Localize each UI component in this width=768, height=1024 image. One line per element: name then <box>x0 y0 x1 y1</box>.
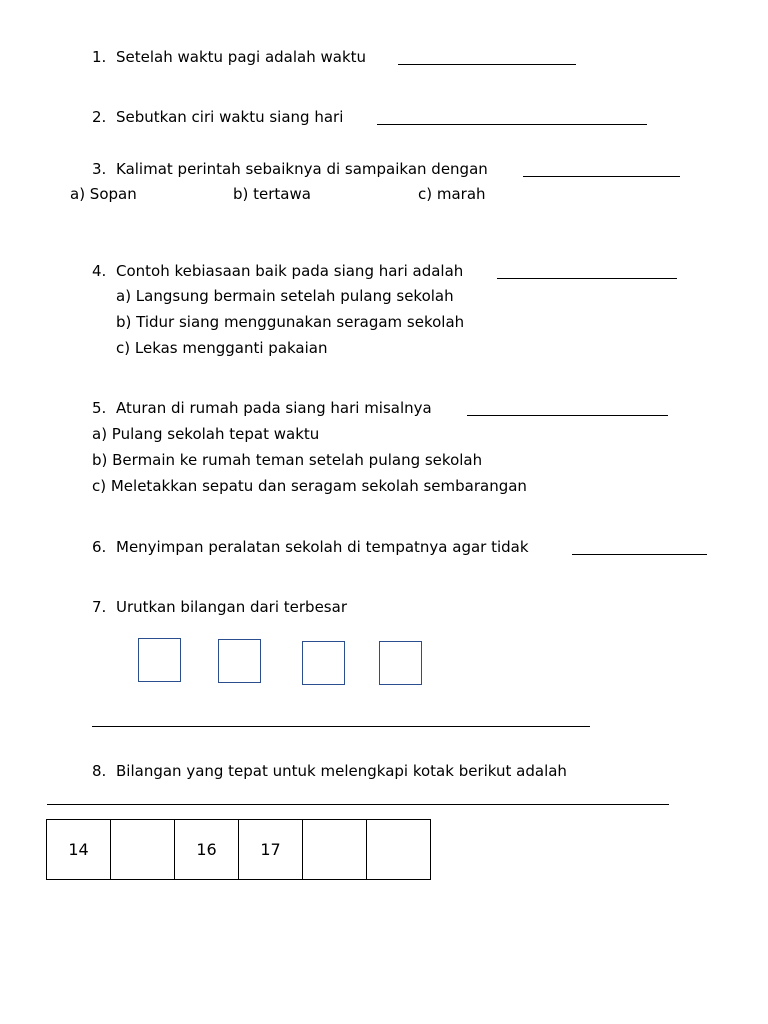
q8-number: 8. <box>92 762 107 780</box>
q7-number-box[interactable] <box>379 641 422 685</box>
q6-number: 6. <box>92 538 107 556</box>
q5-option-c[interactable]: c) Meletakkan sepatu dan seragam sekolah sembarangan <box>92 477 527 495</box>
q4-option-a[interactable]: a) Langsung bermain setelah pulang sekolah <box>116 287 454 305</box>
q5-option-b[interactable]: b) Bermain ke rumah teman setelah pulang sekolah <box>92 451 483 469</box>
q8-answer-blank[interactable] <box>47 804 669 805</box>
q5-answer-blank[interactable] <box>467 415 668 416</box>
q3-option-a[interactable]: a) Sopan <box>70 185 137 203</box>
q8-text: Bilangan yang tepat untuk melengkapi kotak berikut adalah <box>116 762 567 780</box>
q3-option-c[interactable]: c) marah <box>418 185 486 203</box>
q7-number-box[interactable] <box>302 641 345 685</box>
q4-option-c[interactable]: c) Lekas mengganti pakaian <box>116 339 328 357</box>
q4-answer-blank[interactable] <box>497 278 677 279</box>
q6-answer-blank[interactable] <box>572 554 707 555</box>
sequence-cell[interactable] <box>111 820 175 880</box>
q4-option-b[interactable]: b) Tidur siang menggunakan seragam sekolah <box>116 313 465 331</box>
q7-number-box[interactable] <box>138 638 181 682</box>
q5-option-a[interactable]: a) Pulang sekolah tepat waktu <box>92 425 320 443</box>
q2-number: 2. <box>92 108 107 126</box>
q3-text: Kalimat perintah sebaiknya di sampaikan dengan <box>116 160 488 178</box>
q6-text: Menyimpan peralatan sekolah di tempatnya agar tidak <box>116 538 529 556</box>
q7-answer-blank[interactable] <box>92 726 590 727</box>
sequence-cell[interactable] <box>303 820 367 880</box>
q7-number: 7. <box>92 598 107 616</box>
q1-text: Setelah waktu pagi adalah waktu <box>116 48 367 66</box>
sequence-cell: 14 <box>47 820 111 880</box>
q1-number: 1. <box>92 48 107 66</box>
q2-text: Sebutkan ciri waktu siang hari <box>116 108 344 126</box>
q7-text: Urutkan bilangan dari terbesar <box>116 598 347 616</box>
sequence-cell: 17 <box>239 820 303 880</box>
q1-answer-blank[interactable] <box>398 64 576 65</box>
q2-answer-blank[interactable] <box>377 124 647 125</box>
q4-text: Contoh kebiasaan baik pada siang hari adalah <box>116 262 464 280</box>
q3-number: 3. <box>92 160 107 178</box>
q5-number: 5. <box>92 399 107 417</box>
sequence-cell: 16 <box>175 820 239 880</box>
q5-text: Aturan di rumah pada siang hari misalnya <box>116 399 432 417</box>
sequence-cell[interactable] <box>367 820 431 880</box>
q3-option-b[interactable]: b) tertawa <box>233 185 311 203</box>
q3-answer-blank[interactable] <box>523 176 680 177</box>
q7-number-box[interactable] <box>218 639 261 683</box>
q4-number: 4. <box>92 262 107 280</box>
q8-number-sequence <box>46 819 431 880</box>
sequence-row <box>47 820 431 880</box>
